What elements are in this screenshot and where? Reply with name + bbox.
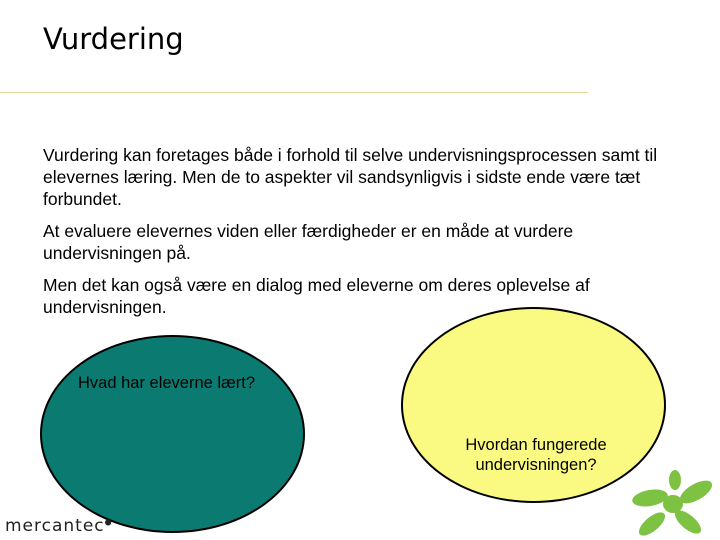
teaching-ellipse-label: Hvordan fungerede undervisningen? [465,436,607,474]
learning-ellipse [40,335,305,533]
logo-mark-icon: ● [104,517,113,527]
flower-logo-icon [628,468,718,538]
paragraph-1: Vurdering kan foretages både i forhold til selve undervisningsprocessen samt til elevernes læring. Men de to aspekter vil sandsynligvis i sidste ende være tæt forbundet. [43,145,658,209]
paragraph-2: At evaluere elevernes viden eller færdigheder er en måde at vurdere undervisningen på. [43,221,574,263]
mercantec-logo [5,516,113,536]
paragraph-3: Men det kan også være en dialog med eleverne om deres oplevelse af undervisningen. [43,275,590,317]
title-divider [0,92,588,93]
teaching-ellipse [401,307,666,503]
slide-title: Vurdering [43,22,184,56]
slide-body [43,144,683,328]
logo-text: mercantec [5,516,105,536]
learning-ellipse-label: Hvad har eleverne lært? [78,374,256,392]
